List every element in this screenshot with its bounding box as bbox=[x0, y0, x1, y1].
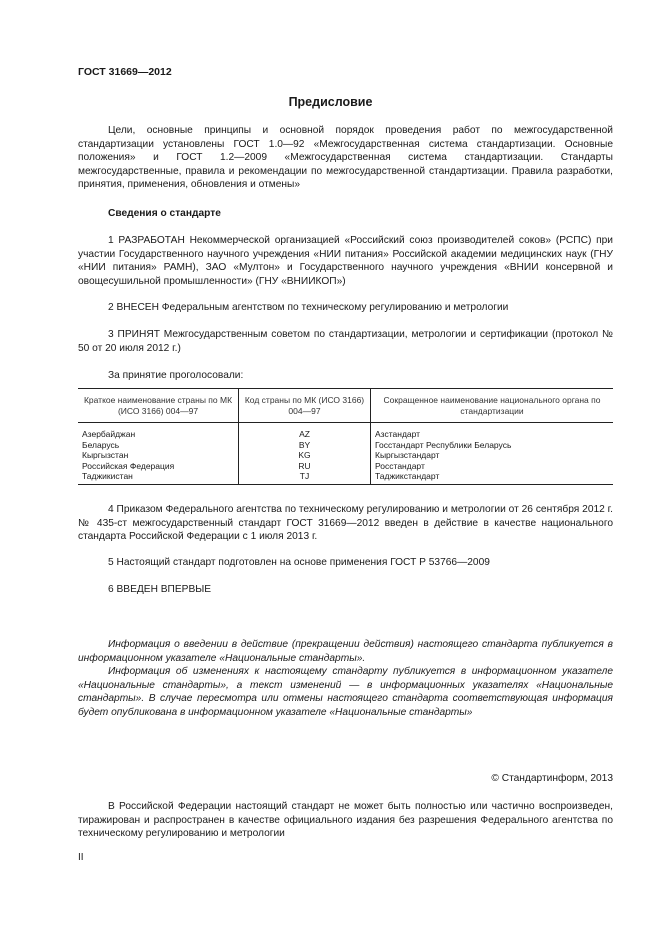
table-row bbox=[78, 423, 613, 440]
country-cell: Беларусь bbox=[78, 440, 239, 451]
info-heading: Сведения о стандарте bbox=[108, 208, 221, 219]
notice-block bbox=[78, 638, 613, 719]
intro-block bbox=[78, 124, 613, 192]
code-cell: KG bbox=[239, 450, 371, 461]
table-row bbox=[78, 450, 613, 461]
notice-paragraph-2: Информация об изменениях к настоящему стандарту публикуется в информационном указателе «Национальные стандарты», а текст изменений — в информационных указателях «Национальные стандарты». В случае пересмотра или отмены настоящего стандарта соответствующая информация будет опубликована в информационном указателе «Национальные стандарты» bbox=[78, 666, 613, 718]
page-title: Предисловие bbox=[288, 95, 373, 109]
item-5-paragraph: 5 Настоящий стандарт подготовлен на основе применения ГОСТ Р 53766—2009 bbox=[108, 557, 490, 568]
column-header-country: Краткое наименование страны по МК (ИСО 3166) 004—97 bbox=[78, 389, 239, 423]
item-3-paragraph: 3 ПРИНЯТ Межгосударственным советом по стандартизации, метрологии и сертификации (протокол № 50 от 20 июля 2012 г.) bbox=[78, 329, 613, 354]
item-4-block bbox=[78, 503, 613, 544]
item-2-block bbox=[78, 301, 613, 315]
country-cell: Кыргызстан bbox=[78, 450, 239, 461]
country-cell: Российская Федерация bbox=[78, 461, 239, 472]
code-cell: AZ bbox=[239, 423, 371, 440]
item-1-paragraph: 1 РАЗРАБОТАН Некоммерческой организацией «Российский союз производителей соков» (РСПС) при участии Государственного научного учреждения «НИИ питания» Российской академии медицинских наук (ГНУ «НИИ питания» РАМН), ЗАО «Мултон» и Государственного научного учреждения «ВНИИ консервной и овощесушильной промышленности» (ГНУ «ВНИИКОП») bbox=[78, 235, 613, 287]
country-cell: Таджикистан bbox=[78, 471, 239, 484]
copyright-line: © Стандартинформ, 2013 bbox=[491, 773, 613, 784]
rights-paragraph: В Российской Федерации настоящий стандарт не может быть полностью или частично воспроизведен, тиражирован и распространен в качестве официального издания без разрешения Федерального агентства по техническому регулированию и метрологии bbox=[78, 801, 613, 839]
intro-paragraph: Цели, основные принципы и основной порядок проведения работ по межгосударственной стандартизации установлены ГОСТ 1.0—92 «Межгосударственная система стандартизации. Основные положения» и ГОСТ 1.2—2009 «Межгосударственная система стандартизации. Стандарты межгосударственные, правила и рекомендации по межгосударственной стандартизации. Правила разработки, принятия, применения, обновления и отмены» bbox=[78, 125, 613, 190]
table-row bbox=[78, 471, 613, 484]
notice-paragraph-1: Информация о введении в действие (прекращении действия) настоящего стандарта публикуется в информационном указателе «Национальные стандарты». bbox=[78, 639, 613, 664]
copyright-block bbox=[78, 772, 613, 786]
body-cell: Кыргызстандарт bbox=[375, 450, 440, 460]
country-cell: Азербайджан bbox=[78, 423, 239, 440]
body-cell: Азстандарт bbox=[375, 429, 421, 439]
item-6-paragraph: 6 ВВЕДЕН ВПЕРВЫЕ bbox=[108, 584, 212, 595]
body-cell: Госстандарт Республики Беларусь bbox=[375, 439, 512, 450]
member-states-table bbox=[78, 388, 613, 485]
rights-block bbox=[78, 800, 613, 841]
body-cell: Таджикстандарт bbox=[371, 471, 614, 484]
table-row bbox=[78, 461, 613, 472]
column-header-body: Сокращенное наименование национального органа по стандартизации bbox=[371, 389, 614, 423]
code-cell: BY bbox=[239, 440, 371, 451]
info-heading-block bbox=[78, 207, 613, 221]
item-4-paragraph: 4 Приказом Федерального агентства по техническому регулированию и метрологии от 26 сентября 2012 г. № 435-ст межгосударственный стандарт ГОСТ 31669—2012 введен в действие в качестве национального стандарта Российской Федерации с 1 июля 2013 г. bbox=[78, 504, 613, 542]
table-row bbox=[78, 440, 613, 451]
column-header-code: Код страны по МК (ИСО 3166) 004—97 bbox=[239, 389, 371, 423]
item-5-block bbox=[78, 556, 613, 570]
item-2-paragraph: 2 ВНЕСЕН Федеральным агентством по техническому регулированию и метрологии bbox=[108, 302, 509, 313]
voted-block bbox=[78, 369, 613, 383]
code-cell: RU bbox=[239, 461, 371, 472]
page-number: II bbox=[78, 852, 84, 863]
code-cell: TJ bbox=[239, 471, 371, 484]
item-1-block bbox=[78, 234, 613, 288]
standard-code-header: ГОСТ 31669—2012 bbox=[78, 66, 172, 78]
body-cell: Росстандарт bbox=[375, 460, 425, 471]
item-6-block bbox=[78, 583, 613, 597]
item-3-block bbox=[78, 328, 613, 355]
voted-label: За принятие проголосовали: bbox=[108, 370, 244, 381]
table-header-row bbox=[78, 389, 613, 423]
